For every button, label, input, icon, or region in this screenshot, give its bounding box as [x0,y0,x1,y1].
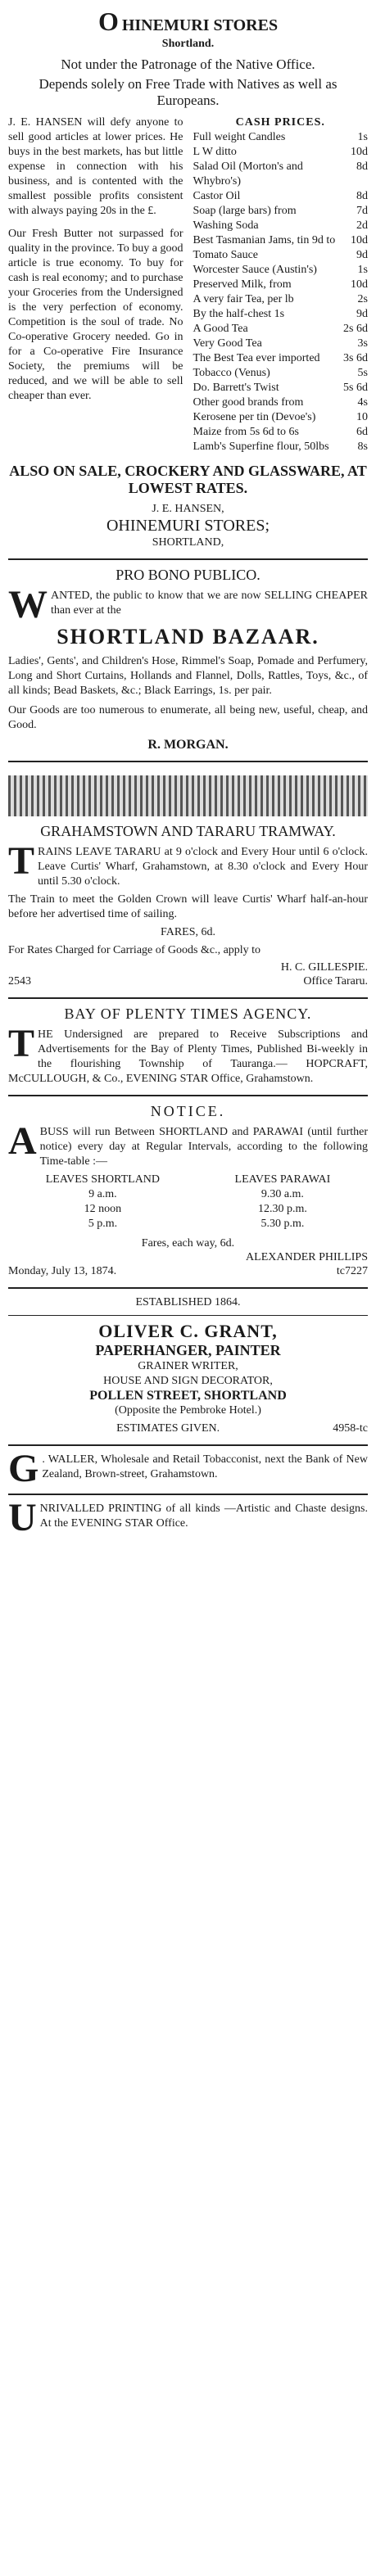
price-value: 10 [356,411,368,423]
notice-date: Monday, July 13, 1874. [8,1265,117,1277]
timetable-shortland: LEAVES SHORTLAND 9 a.m. 12 noon 5 p.m. [45,1173,161,1230]
tramway-heading: GRAHAMSTOWN AND TARARU TRAMWAY. [40,823,336,839]
price-row [193,395,369,410]
price-value: 2d [356,219,368,232]
price-item: Maize from 5s 6d to 6s [193,426,299,438]
bus-timetable [8,1173,368,1232]
bop-body: THE Undersigned are prepared to Receive Subscriptions and Advertisements for the Bay of Plenty Times, Published Bi-weekly in the flourishing Township of Tauranga.— HOPCRAFT, McCULLOUGH, & Co., EVENING STAR Office, Grahamstown. [8,1022,368,1085]
price-row [193,307,369,322]
price-item: Tomato Sauce [193,249,258,261]
price-value: 8s [357,441,368,453]
printing-dropcap: U [8,1496,37,1539]
notice-footer [8,1264,368,1279]
price-item: Worcester Sauce (Austin's) [193,264,317,276]
grant-line-5: (Opposite the Pembroke Hotel.) [115,1404,261,1417]
ohinemuri-also: ALSO ON SALE, CROCKERY AND GLASSWARE, AT LOWEST RATES. [9,463,367,496]
grant-footer [8,1421,368,1436]
price-row [193,219,369,233]
tramway-ad [8,762,368,999]
price-item: Castor Oil [193,190,241,202]
price-value: 1s [357,264,368,276]
tramway-office: Office Tararu. [303,975,368,987]
price-item: The Best Tea ever imported [193,352,320,364]
notice-sig: ALEXANDER PHILLIPS [246,1251,368,1263]
bazaar-name: SHORTLAND BAZAAR. [57,625,319,649]
grant-line-1: PAPERHANGER, PAINTER [95,1342,281,1358]
price-value: 3s 6d [343,352,368,364]
price-item: A Good Tea [193,323,248,335]
price-value: 1s [357,131,368,143]
price-value: 9d [356,308,368,320]
ohinemuri-sig-2: OHINEMURI STORES; [106,517,270,535]
price-value: 5s 6d [343,382,368,394]
ohinemuri-title: OHINEMURI STORES [97,7,279,36]
ohinemuri-para-2: Our Fresh Butter not surpassed for quality in the province. To buy a good article is true economy. To buy for cash is real economy; and to purchase your Groceries from the Undersigned is the very perfection of economy. Competition is the soul of trade. No Co-operative Grocery needed. Go in for a Co-operative Fire Insurance Society, the premiums will be reduced, and we will be able to sell cheaper than ever. [8,228,183,402]
price-value: 4s [357,396,368,409]
price-item: Full weight Candles [193,131,286,143]
notice-code: tc7227 [336,1265,368,1277]
bazaar-lead: WANTED, the public to know that we are now SELLING CHEAPER than ever at the [8,583,368,626]
price-value: 9d [356,249,368,261]
notice-fares: Fares, each way, 6d. [141,1237,235,1250]
tramway-footer [8,974,368,989]
price-item: L W ditto [193,146,237,158]
price-item: By the half-chest 1s [193,308,285,320]
timetable-parawai: LEAVES PARAWAI 9.30 a.m. 12.30 p.m. 5.30 p.m. [234,1173,331,1230]
bazaar-dropcap: W [8,583,48,626]
ohinemuri-columns [8,115,368,454]
grant-estimates: ESTIMATES GIVEN. [116,1422,220,1435]
grant-ad [8,1289,368,1446]
price-row [193,381,369,395]
ohinemuri-para-1: J. E. HANSEN will defy anyone to sell good articles at lower prices. He buys in the best markets, has but little expense in connection with his business, and is contented with the smallest possible profits consistent with always paying 20s in the £. [8,116,183,217]
bazaar-body: Ladies', Gents', and Children's Hose, Rimmel's Soap, Pomade and Perfumery, Long and Short Curtains, Hollands and Flannel, Dolls, Rattles, Toys, &c., of all kinds; Bead Baskets, &c.; Black Earrings, 1s. per pair. [8,655,368,697]
price-row [193,366,369,381]
price-item: Very Good Tea [193,337,262,350]
ohinemuri-sig-1: J. E. HANSEN, [152,503,224,515]
price-row [193,130,369,145]
grant-line-4: POLLEN STREET, SHORTLAND [89,1389,287,1403]
bay-of-plenty-ad [8,999,368,1096]
price-item: Lamb's Superfine flour, 50lbs [193,441,329,453]
grant-code: 4958-tc [333,1422,368,1435]
price-value: 3s [357,337,368,350]
ohinemuri-left-col [8,115,183,454]
price-value: 8d [356,160,368,173]
tramway-body-2: The Train to meet the Golden Crown will leave Curtis' Wharf half-an-hour before her advertised time of sailing. [8,893,368,920]
price-row [193,189,369,204]
price-row [193,248,369,263]
tramway-body-3: For Rates Charged for Carriage of Goods &c., apply to [8,944,261,956]
notice-dropcap: A [8,1119,37,1163]
ohinemuri-price-list [193,115,369,454]
ohinemuri-line1: Not under the Patronage of the Native Office. [61,56,315,72]
price-value: 10d [351,234,368,246]
tram-engraving [8,775,368,816]
grant-rule [8,1315,368,1316]
tramway-dropcap: T [8,839,35,883]
ohinemuri-location: Shortland. [161,38,215,50]
price-row [193,233,369,248]
price-row [193,204,369,219]
ohinemuri-sig-3: SHORTLAND, [152,536,224,549]
tramway-body: TRAINS LEAVE TARARU at 9 o'clock and Every Hour until 6 o'clock. Leave Curtis' Wharf, Grahamstown, at 8.30 o'clock and Every Hour until 5.30 o'clock. [8,839,368,888]
shortland-bazaar-ad [8,560,368,762]
price-item: Soap (large bars) from [193,205,297,217]
price-row [193,440,369,454]
printing-body: UNRIVALLED PRINTING of all kinds —Artistic and Chaste designs. At the EVENING STAR Office. [8,1496,368,1539]
bazaar-sig: R. MORGAN. [147,738,229,752]
price-row [193,292,369,307]
price-value: 2s 6d [343,323,368,335]
price-row [193,322,369,337]
price-list-heading: CASH PRICES. [235,116,325,129]
price-value: 10d [351,278,368,291]
price-item: Best Tasmanian Jams, tin 9d to [193,234,336,246]
price-item: Do. Barrett's Twist [193,382,279,394]
notice-heading: NOTICE. [150,1103,226,1119]
notice-body: ABUSS will run Between SHORTLAND and PARAWAI (until further notice) every day at Regular Intervals, according to the following Time-table :— [8,1119,368,1168]
price-item: Tobacco (Venus) [193,367,270,379]
price-row [193,160,369,189]
price-item: Kerosene per tin (Devoe's) [193,411,316,423]
grant-name: OLIVER C. GRANT, [98,1321,278,1341]
price-value: 5s [357,367,368,379]
waller-dropcap: G [8,1447,39,1490]
tramway-fares: FARES, 6d. [160,926,216,938]
tramway-sig: H. C. GILLESPIE. [280,961,368,974]
price-value: 7d [356,205,368,217]
price-row [193,263,369,278]
waller-body: G . WALLER, Wholesale and Retail Tobacconist, next the Bank of New Zealand, Brown-street, Grahamstown. [8,1447,368,1490]
grant-est: ESTABLISHED 1864. [135,1296,241,1308]
bop-dropcap: T [8,1022,35,1065]
ohinemuri-line2: Depends solely on Free Trade with Natives as well as Europeans. [39,76,337,108]
price-row [193,337,369,351]
price-value: 8d [356,190,368,202]
price-row [193,425,369,440]
tramway-code: 2543 [8,975,31,987]
bazaar-body-2: Our Goods are too numerous to enumerate, all being new, useful, cheap, and Good. [8,704,368,731]
ohinemuri-stores-ad [8,0,368,560]
price-row [193,410,369,425]
grant-line-3: HOUSE AND SIGN DECORATOR, [103,1375,273,1387]
price-item: Washing Soda [193,219,259,232]
price-value: 6d [356,426,368,438]
notice-ad [8,1096,368,1289]
price-row [193,278,369,292]
bazaar-heading: PRO BONO PUBLICO. [116,567,260,583]
price-value: 10d [351,146,368,158]
price-row [193,145,369,160]
waller-ad [8,1446,368,1495]
price-item: Other good brands from [193,396,304,409]
bop-heading: BAY OF PLENTY TIMES AGENCY. [64,1006,312,1022]
price-item: A very fair Tea, per lb [193,293,294,305]
price-row [193,351,369,366]
price-item: Salad Oil (Morton's and Whybro's) [193,160,303,188]
price-item: Preserved Milk, from [193,278,292,291]
price-value: 2s [357,293,368,305]
grant-line-2: GRAINER WRITER, [138,1360,238,1372]
printing-ad [8,1495,368,1543]
